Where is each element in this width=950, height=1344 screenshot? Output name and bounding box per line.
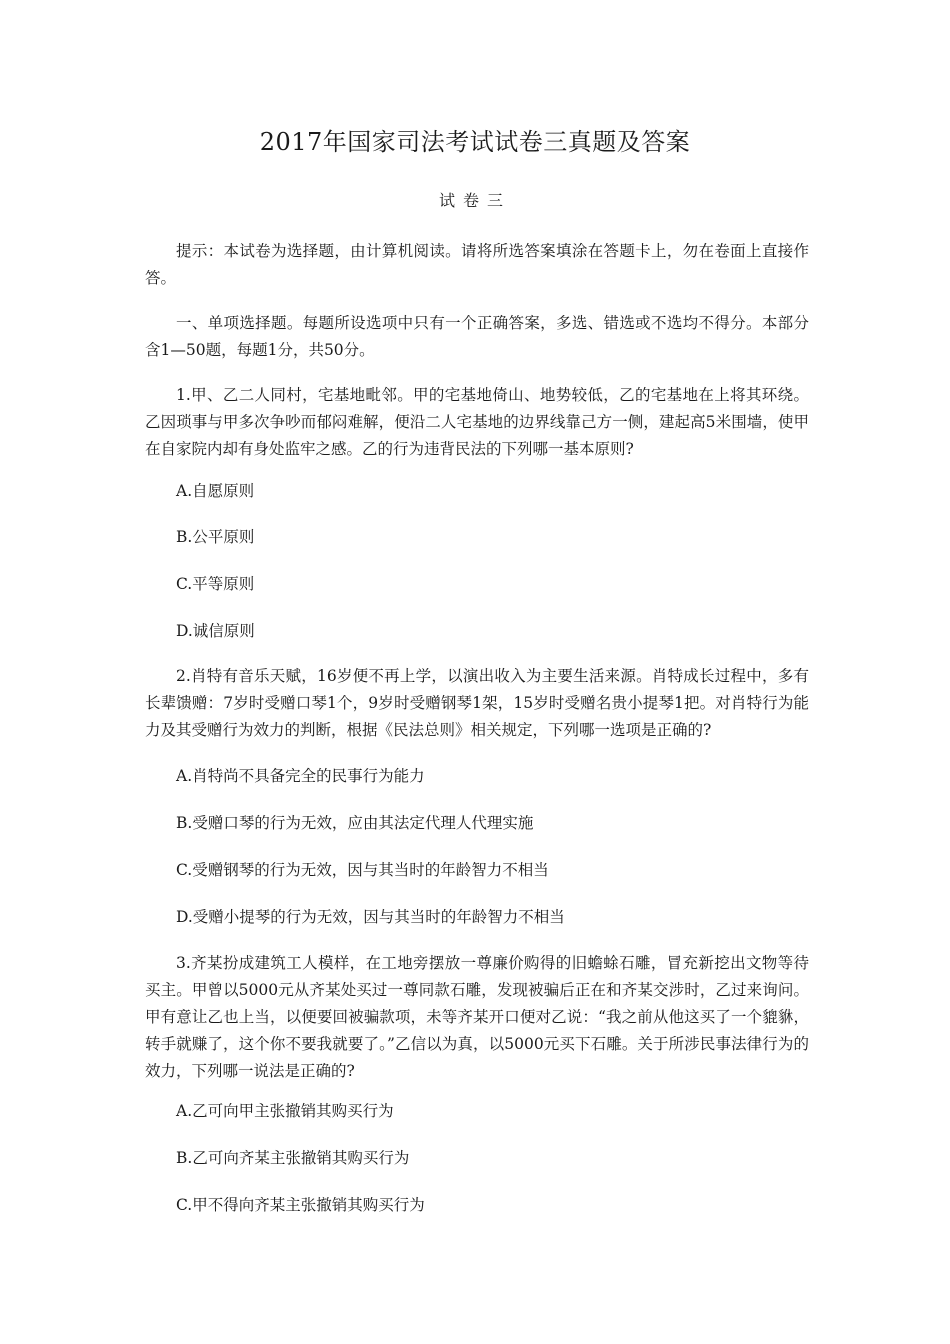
question-3-option-b: B.乙可向齐某主张撤销其购买行为 [176,1149,410,1167]
question-1-option-d: D.诚信原则 [176,622,255,640]
question-2-option-c: C.受赠钢琴的行为无效，因与其当时的年龄智力不相当 [176,861,549,879]
question-3-text: 3.齐某扮成建筑工人模样，在工地旁摆放一尊廉价购得的旧蟾蜍石雕，冒充新挖出文物等待买主。甲曾以5000元从齐某处买过一尊同款石雕，发现被骗后正在和齐某交涉时，乙过来询问。甲有意让乙也上当，以便要回被骗款项，未等齐某开口便对乙说：“我之前从他这买了一个貔貅，转手就赚了，这个你不要我就要了。”乙信以为真，以5000元买下石雕。关于所涉民事法律行为的效力，下列哪一说法是正确的? [145,954,809,1080]
question-3-option-a: A.乙可向甲主张撤销其购买行为 [176,1102,394,1120]
exam-notice: 提示：本试卷为选择题，由计算机阅读。请将所选答案填涂在答题卡上，勿在卷面上直接作答。 [145,242,809,287]
question-2-option-d: D.受赠小提琴的行为无效，因与其当时的年龄智力不相当 [176,908,565,926]
question-2-option-a: A.肖特尚不具备完全的民事行为能力 [176,767,425,785]
section-intro: 一、单项选择题。每题所设选项中只有一个正确答案，多选、错选或不选均不得分。本部分含1—50题，每题1分，共50分。 [145,314,809,359]
question-2-option-b: B.受赠口琴的行为无效，应由其法定代理人代理实施 [176,814,534,832]
question-1-text: 1.甲、乙二人同村，宅基地毗邻。甲的宅基地倚山、地势较低，乙的宅基地在上将其环绕。乙因琐事与甲多次争吵而郁闷难解，便沿二人宅基地的边界线靠己方一侧，建起高5米围墙，使甲在自家院内却有身处监牢之感。乙的行为违背民法的下列哪一基本原则? [145,386,809,458]
question-2-text: 2.肖特有音乐天赋，16岁便不再上学，以演出收入为主要生活来源。肖特成长过程中，多有长辈馈赠：7岁时受赠口琴1个，9岁时受赠钢琴1架，15岁时受赠名贵小提琴1把。对肖特行为能力及其受赠行为效力的判断，根据《民法总则》相关规定，下列哪一选项是正确的? [145,667,809,739]
question-3-option-c: C.甲不得向齐某主张撤销其购买行为 [176,1196,425,1214]
question-1-option-c: C.平等原则 [176,575,255,593]
document-subtitle: 试卷三 [438,191,511,210]
question-1-option-a: A.自愿原则 [176,482,255,500]
question-1-option-b: B.公平原则 [176,528,255,546]
document-title: 2017年国家司法考试试卷三真题及答案 [259,128,691,156]
